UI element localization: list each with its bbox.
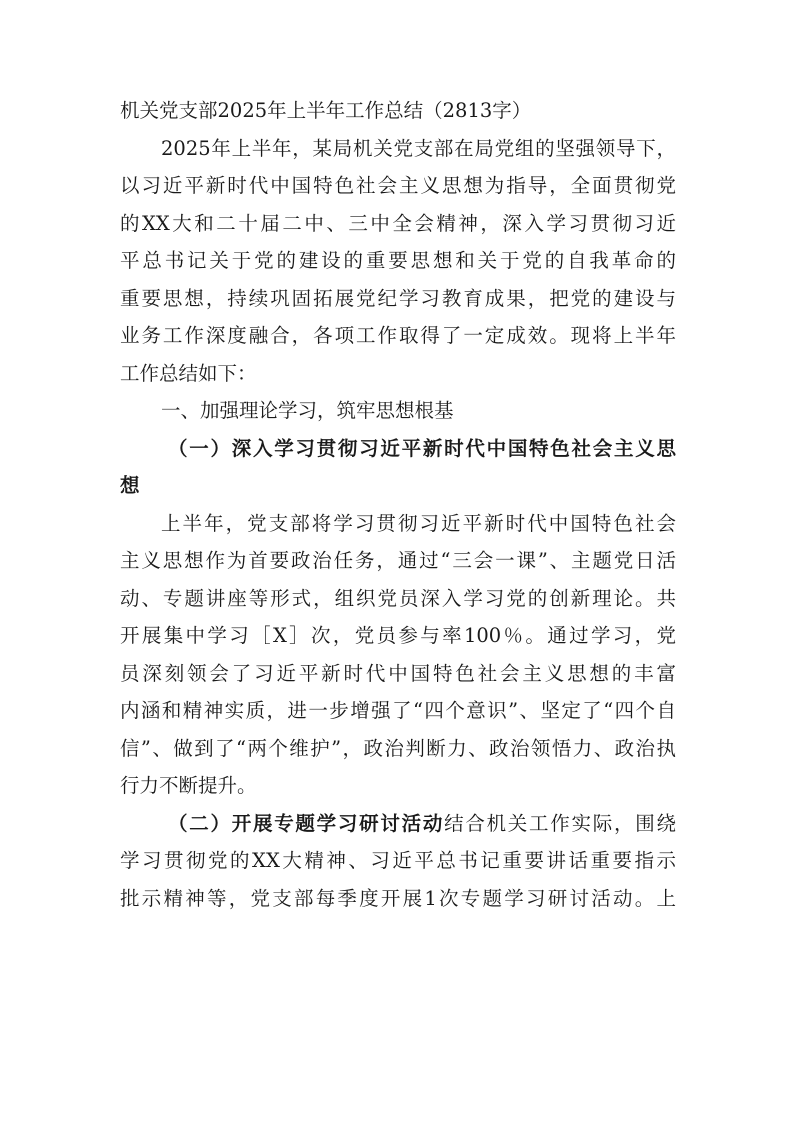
paragraph-line: 上半年，党支部将学习贯彻习近平新时代中国特色社会 [161,511,676,535]
paragraph-line: 开展集中学习［X］次，党员参与率100％。通过学习，党 [120,624,676,647]
paragraph-line: 信”、做到了“两个维护”，政治判断力、政治领悟力、政治执 [120,736,676,760]
document-title: 机关党支部2025年上半年工作总结（2813字） [120,99,532,122]
paragraph-line: 业务工作深度融合，各项工作取得了一定成效。现将上半年 [120,324,676,347]
paragraph-line: 工作总结如下： [120,361,257,385]
section-heading: 一、加强理论学习，筑牢思想根基 [161,399,454,422]
paragraph-line: 动、专题讲座等形式，组织党员深入学习党的创新理论。共 [120,586,676,610]
subsection-heading-line: （一）深入学习贯彻习近平新时代中国特色社会主义思 [168,436,676,460]
paragraph-line [120,805,676,843]
subsection-heading-line: 想 [120,474,140,497]
subsection-paragraph [120,805,676,918]
subsection-heading [120,430,676,505]
paragraph-text: 结合机关工作实际，围绕 [444,811,676,835]
subsection-heading-inline: （二）开展专题学习研讨活动 [168,811,445,835]
document-page [120,92,676,917]
paragraph-line: 行力不断提升。 [120,774,257,797]
paragraph-line: 重要思想，持续巩固拓展党纪学习教育成果，把党的建设与 [120,286,676,310]
subsection-paragraph [120,505,676,805]
paragraph-line: 批示精神等，党支部每季度开展1次专题学习研讨活动。上 [120,886,676,910]
paragraph-line: 的XX大和二十届二中、三中全会精神，深入学习贯彻习近 [120,211,676,235]
paragraph-line: 2025年上半年，某局机关党支部在局党组的坚强领导下， [161,136,676,160]
intro-paragraph [120,130,676,393]
paragraph-line: 学习贯彻党的XX大精神、习近平总书记重要讲话重要指示 [120,849,676,872]
paragraph-line: 内涵和精神实质，进一步增强了“四个意识”、坚定了“四个自 [120,699,676,722]
paragraph-line: 员深刻领会了习近平新时代中国特色社会主义思想的丰富 [120,661,676,685]
paragraph-line: 平总书记关于党的建设的重要思想和关于党的自我革命的 [120,249,676,272]
paragraph-line: 主义思想作为首要政治任务，通过“三会一课”、主题党日活 [120,549,676,572]
paragraph-line: 以习近平新时代中国特色社会主义思想为指导，全面贯彻党 [120,174,676,197]
